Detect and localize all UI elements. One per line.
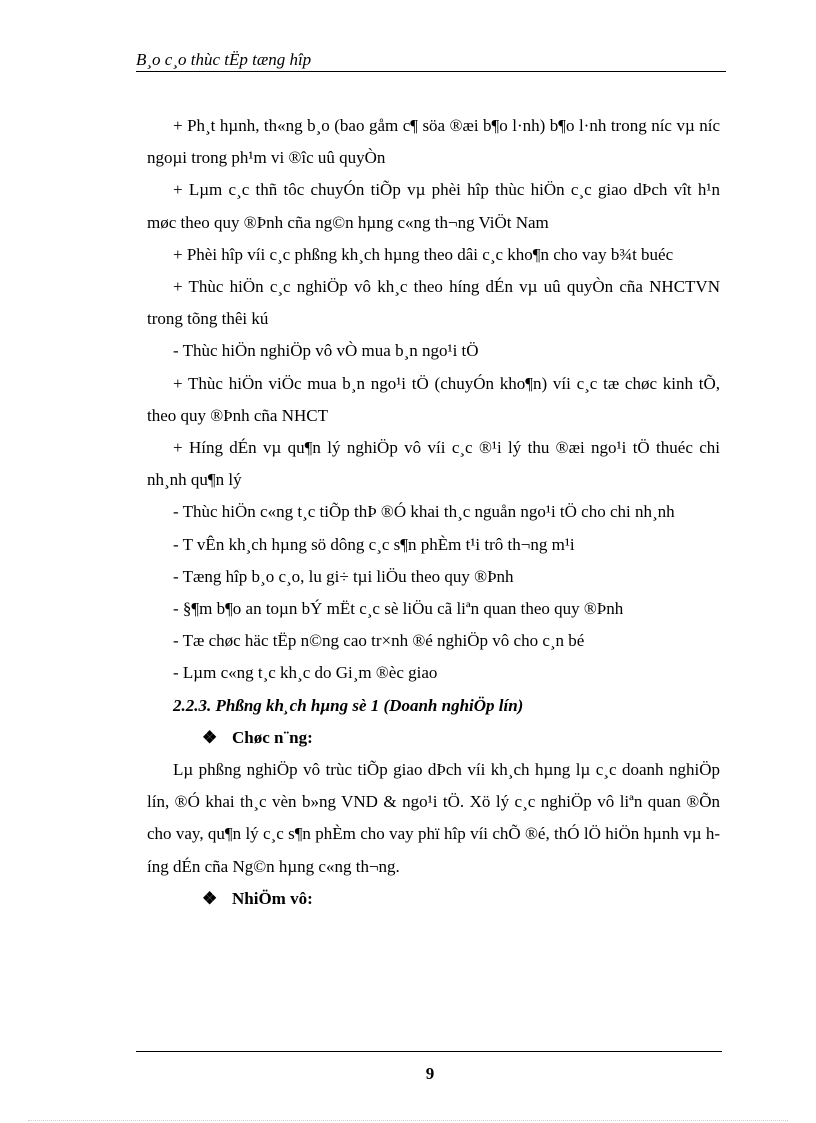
diamond-bullet-icon: ❖ (202, 727, 218, 747)
paragraph: + Thùc hiÖn viÖc mua b¸n ngo¹i tÖ (chuyÓn kho¶n) víi c¸c tæ chøc kinh tÕ, theo quy ®Þnh cña NHCT (147, 373, 720, 425)
bullet-duty (147, 883, 720, 915)
paragraph: - Lµm c«ng t¸c kh¸c do Gi¸m ®èc giao (173, 663, 438, 683)
bullet-function (147, 722, 720, 754)
page-edge-divider (28, 1120, 788, 1121)
paragraph: - Tæ chøc häc tËp n©ng cao tr×nh ®é nghiÖp vô cho c¸n bé (173, 631, 585, 651)
paragraph: - Thùc hiÖn nghiÖp vô vÒ mua b¸n ngo¹i tÖ (173, 341, 479, 361)
paragraph: + Thùc hiÖn c¸c nghiÖp vô kh¸c theo híng dÉn vµ uû quyÒn cña NHCTVN trong tõng thêi kú (147, 277, 720, 329)
page-number: 9 (425, 1064, 435, 1083)
bullet-label: Chøc n¨ng: (232, 727, 313, 747)
paragraph: Lµ phßng nghiÖp vô trùc tiÕp giao dÞch víi kh¸ch hµng lµ c¸c doanh nghiÖp lín, ®Ó khai th¸c vèn b»ng VND & ngo¹i tÖ. Xö lý c¸c nghiÖp vô liªn quan ®Õn cho vay, qu¶n lý c¸c s¶n phÈm cho vay phï hîp víi chÕ ®é, thÓ lÖ hiÖn hµnh vµ híng dÉn cña Ng©n hµng c«ng th¬ng. (147, 760, 720, 876)
page-header (136, 50, 726, 72)
header-title: B¸o c¸o thùc tËp tæng hîp (136, 50, 312, 69)
paragraph: + Híng dÉn vµ qu¶n lý nghiÖp vô víi c¸c ®¹i lý thu ®æi ngo¹i tÖ thuéc chi nh¸nh qu¶n lý (147, 438, 720, 490)
document-body (147, 110, 720, 915)
paragraph: + Ph¸t hµnh, th«ng b¸o (bao gåm c¶ söa ®æi b¶o l·nh) b¶o l·nh trong níc vµ níc ngoµi trong ph¹m vi ®îc uû quyÒn (147, 116, 720, 168)
paragraph: - T vÊn kh¸ch hµng sö dông c¸c s¶n phÈm t¹i trô th¬ng m¹i (173, 534, 575, 554)
footer-divider (136, 1051, 722, 1052)
paragraph: + Lµm c¸c thñ tôc chuyÓn tiÕp vµ phèi hîp thùc hiÖn c¸c giao dÞch vît h¹n møc theo quy ®Þnh cña ng©n hµng c«ng th¬ng ViÖt Nam (147, 180, 720, 232)
section-heading: 2.2.3. Phßng kh¸ch hµng sè 1 (Doanh nghiÖp lín) (173, 695, 524, 715)
paragraph: + Phèi hîp víi c¸c phßng kh¸ch hµng theo dâi c¸c kho¶n cho vay b¾t buéc (173, 244, 674, 264)
paragraph: - Tæng hîp b¸o c¸o, lu gi÷ tµi liÖu theo quy ®Þnh (173, 566, 514, 586)
paragraph: - Thùc hiÖn c«ng t¸c tiÕp thÞ ®Ó khai th¸c nguån ngo¹i tÖ cho chi nh¸nh (173, 502, 675, 522)
paragraph: - §¶m b¶o an toµn bÝ mËt c¸c sè liÖu cã liªn quan theo quy ®Þnh (173, 599, 624, 619)
bullet-label: NhiÖm vô: (232, 888, 313, 908)
diamond-bullet-icon: ❖ (202, 888, 218, 908)
